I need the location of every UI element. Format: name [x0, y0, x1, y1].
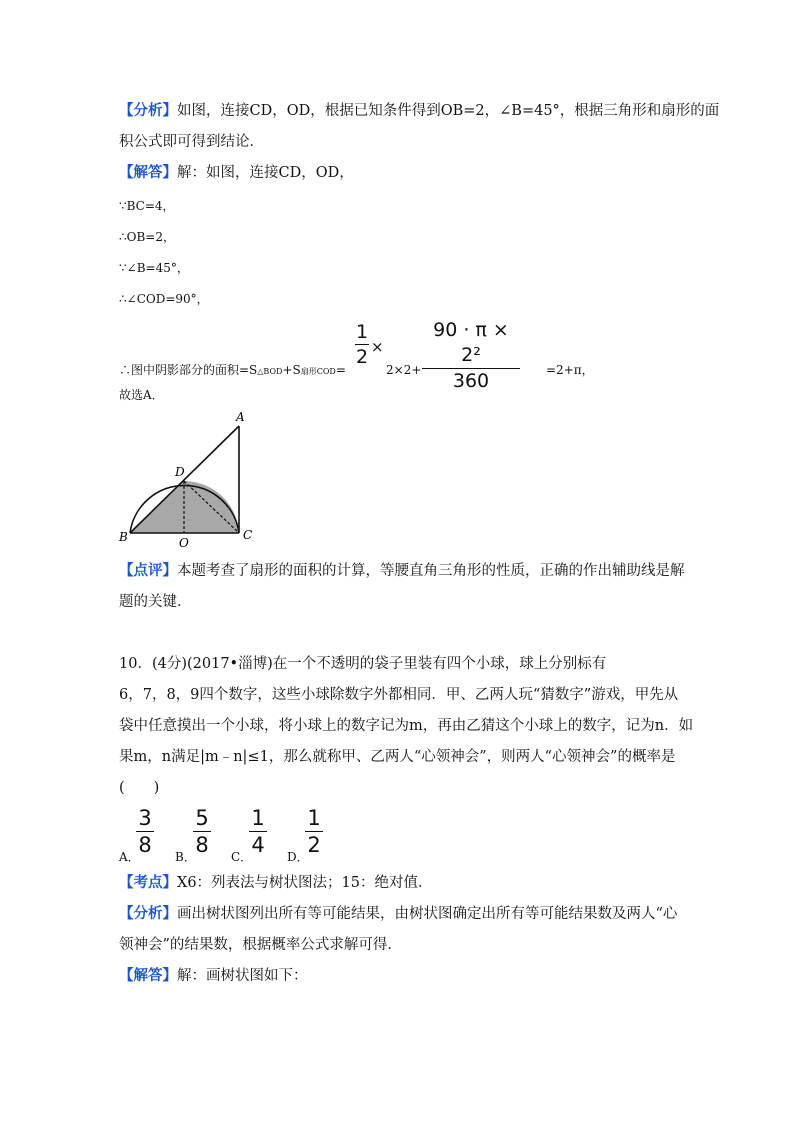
area-sub-triangle: △BOD — [257, 367, 283, 376]
option-b-num: 5 — [195, 806, 209, 830]
analysis-tag: 【分析】 — [119, 905, 177, 922]
area-eq: = — [335, 363, 346, 377]
q9-comment-line — [119, 561, 685, 581]
q10-answer-line — [119, 966, 308, 986]
option-a-den: 8 — [138, 833, 152, 857]
q10-stem-2: 6，7，8，9四个数字，这些小球除数字外都相同．甲、乙两人玩“猜数字”游戏，甲先从 — [119, 687, 679, 703]
q9-analysis-line — [119, 101, 719, 121]
answer-tag: 【解答】 — [119, 164, 177, 181]
q10-analysis-line — [119, 904, 677, 924]
area-result: =2+π， — [546, 363, 594, 377]
q10-stem-5: ( ) — [119, 780, 160, 796]
mid-text: 2×2+ — [386, 363, 422, 377]
fraction-half-den: 2 — [355, 346, 369, 368]
q10-stem-3: 袋中任意摸出一个小球，将小球上的数字记为m，再由乙猜这个小球上的数字，记为n．如 — [119, 718, 694, 734]
option-c-num: 1 — [251, 806, 265, 830]
option-d-num: 1 — [307, 806, 321, 830]
label-c: C — [243, 528, 253, 542]
times-sign: × — [371, 338, 384, 356]
q10-stem-1: 10．(4分)(2017•淄博)在一个不透明的袋子里装有四个小球，球上分别标有 — [119, 656, 607, 672]
label-b: B — [119, 530, 128, 544]
fraction-sector — [422, 318, 520, 394]
q9-step-3: ∵∠B=45°， — [119, 261, 189, 275]
analysis-tag: 【分析】 — [119, 102, 177, 119]
fraction-sector-den: 360 — [452, 370, 490, 392]
option-c-label: C． — [231, 850, 253, 864]
option-a-fraction — [136, 805, 154, 858]
geometry-figure — [112, 408, 262, 548]
q9-analysis-text-2: 积公式即可得到结论． — [119, 134, 264, 150]
q9-comment-text-2: 题的关键． — [119, 594, 192, 610]
option-d-label: D． — [287, 850, 309, 864]
fraction-sector-num: 90 · π × 2² — [433, 319, 509, 366]
q10-stem-4: 果m，n满足|m﹣n|≤1，那么就称甲、乙两人“心领神会”，则两人“心领神会”的概率是 — [119, 749, 676, 765]
label-o: O — [179, 536, 189, 548]
comment-tag: 【点评】 — [119, 562, 177, 579]
option-c-den: 4 — [251, 833, 265, 857]
q10-analysis-text-1: 画出树状图列出所有等可能结果，由树状图确定出所有等可能结果数及两人“心 — [177, 906, 678, 922]
area-plus: +S — [282, 363, 301, 377]
fraction-half — [355, 320, 369, 369]
q10-knowledge-line — [119, 873, 433, 893]
area-prefix: ∴图中阴影部分的面积=S — [119, 363, 258, 377]
option-d-fraction — [305, 805, 323, 858]
answer-tag: 【解答】 — [119, 967, 177, 984]
q9-answer-line — [119, 163, 354, 183]
q10-answer-text: 解：画树状图如下： — [177, 968, 308, 984]
q10-knowledge-text: X6：列表法与树状图法；15：绝对值． — [177, 875, 433, 891]
option-a-label: A． — [119, 850, 140, 864]
fraction-half-num: 1 — [355, 321, 369, 343]
option-a-num: 3 — [138, 806, 152, 830]
knowledge-tag: 【考点】 — [119, 874, 177, 891]
q9-step-4: ∴∠COD=90°， — [119, 292, 209, 306]
area-sub-sector: 扇形COD — [300, 367, 336, 376]
q9-step-1: ∵BC=4， — [119, 199, 175, 213]
q9-answer-intro: 解：如图，连接CD，OD， — [177, 165, 354, 181]
option-b-den: 8 — [195, 833, 209, 857]
q10-analysis-text-2: 领神会”的结果数，根据概率公式求解可得． — [119, 937, 402, 953]
option-c-fraction — [249, 805, 267, 858]
option-b-fraction — [193, 805, 211, 858]
option-d-den: 2 — [307, 833, 321, 857]
option-b-label: B． — [175, 850, 196, 864]
q9-area-line — [119, 360, 346, 382]
q9-choose: 故选A． — [119, 388, 164, 402]
q9-step-2: ∴OB=2， — [119, 230, 175, 244]
label-d: D — [175, 465, 185, 479]
q9-comment-text-1: 本题考查了扇形的面积的计算，等腰直角三角形的性质，正确的作出辅助线是解 — [177, 563, 685, 579]
label-a: A — [236, 410, 245, 424]
q9-analysis-text-1: 如图，连接CD，OD，根据已知条件得到OB=2，∠B=45°，根据三角形和扇形的面 — [177, 103, 720, 119]
